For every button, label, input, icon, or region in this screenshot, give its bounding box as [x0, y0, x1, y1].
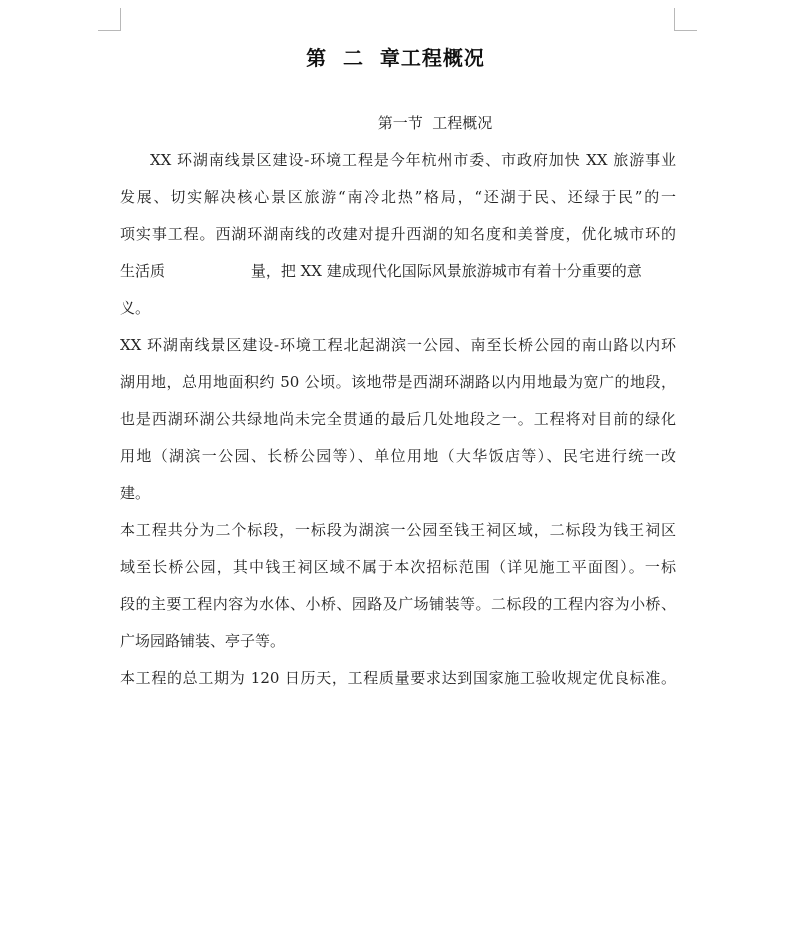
crop-mark-top-right: [674, 8, 697, 31]
paragraph-2-line: XX 环湖南线景区建设-环境工程北起湖滨一公园、南至长桥公园的南山路以内环: [120, 336, 676, 354]
paragraph-2-line: 用地（湖滨一公园、长桥公园等）、单位用地（大华饭店等）、民宅进行统一改: [120, 447, 676, 465]
paragraph-1-line: 发展、切实解决核心景区旅游“南冷北热”格局，“还湖于民、还绿于民”的一: [120, 188, 676, 206]
body-text: [120, 148, 676, 703]
paragraph-2-line: 建。: [120, 484, 151, 502]
section-title: 第一节 工程概况: [377, 114, 493, 132]
crop-mark-top-left: [98, 8, 121, 31]
paragraph-1-line: XX 环湖南线景区建设-环境工程是今年杭州市委、市政府加快 XX 旅游事业: [150, 151, 676, 169]
paragraph-2-line: 湖用地，总用地面积约 50 公顷。该地带是西湖环湖路以内用地最为宽广的地段，: [120, 373, 676, 391]
paragraph-1-line: 项实事工程。西湖环湖南线的改建对提升西湖的知名度和美誉度，优化城市环的: [120, 225, 676, 243]
paragraph-3-line: 广场园路铺装、亭子等。: [120, 632, 286, 650]
paragraph-3-line: 段的主要工程内容为水体、小桥、园路及广场铺装等。二标段的工程内容为小桥、: [120, 595, 676, 613]
paragraph-1-line: 义。: [120, 299, 151, 317]
paragraph-1-line: 生活质 量，把 XX 建成现代化国际风景旅游城市有着十分重要的意: [120, 262, 642, 280]
paragraph-2-line: 也是西湖环湖公共绿地尚未完全贯通的最后几处地段之一。工程将对目前的绿化: [120, 410, 676, 428]
paragraph-3-line: 本工程共分为二个标段，一标段为湖滨一公园至钱王祠区域，二标段为钱王祠区: [120, 521, 676, 539]
paragraph-3-line: 域至长桥公园，其中钱王祠区域不属于本次招标范围（详见施工平面图）。一标: [120, 558, 676, 576]
chapter-title: 第 二 章工程概况: [306, 46, 485, 70]
paragraph-4-line: 本工程的总工期为 120 日历天，工程质量要求达到国家施工验收规定优良标准。: [120, 669, 676, 687]
